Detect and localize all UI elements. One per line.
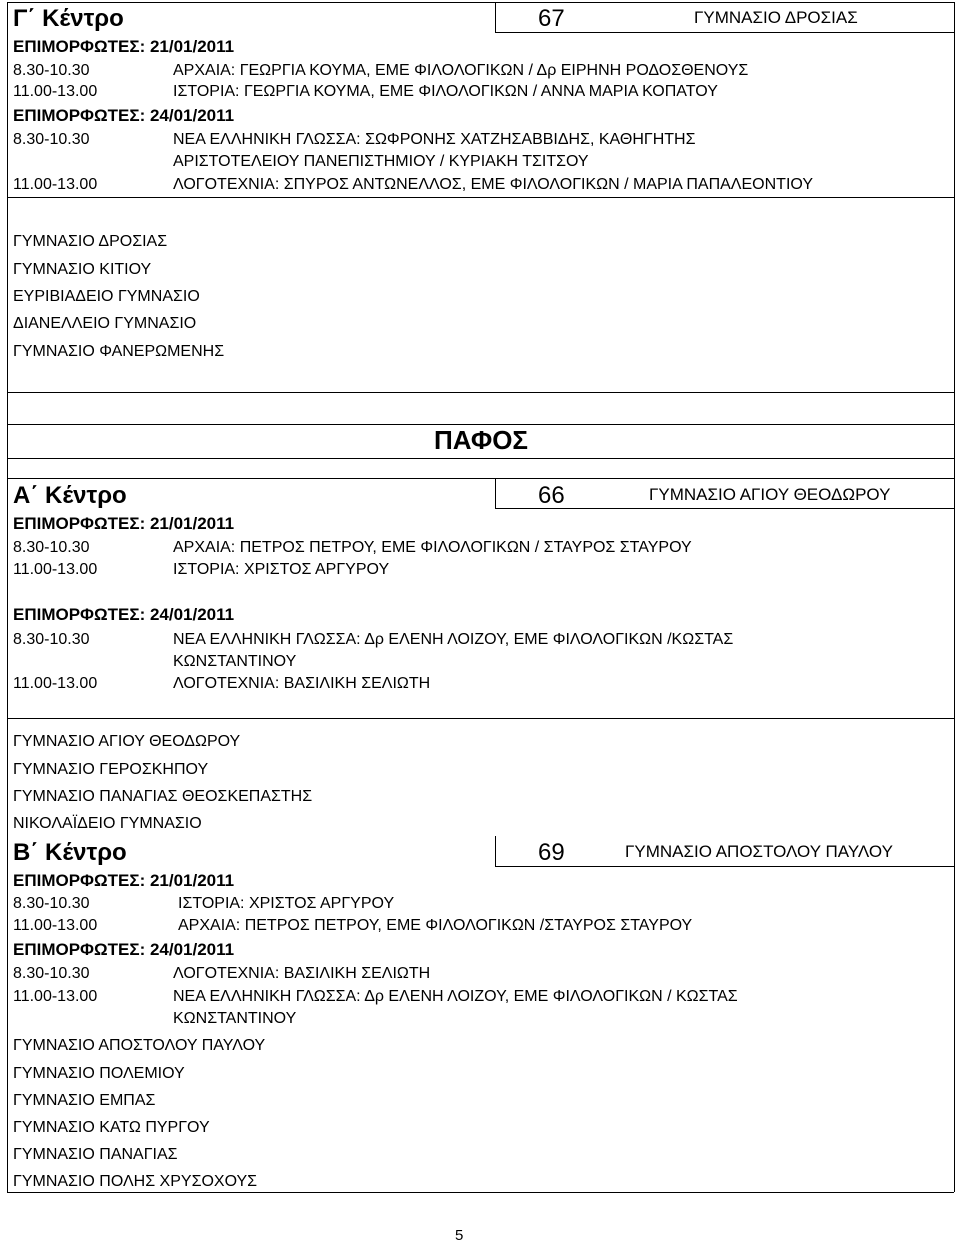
school-list-item: ΓΥΜΝΑΣΙΟ ΕΜΠΑΣ xyxy=(13,1092,156,1109)
school-list-item: ΝΙΚΟΛΑΪΔΕΙΟ ΓΥΜΝΑΣΙΟ xyxy=(13,815,202,832)
session-time: 8.30-10.30 xyxy=(13,131,90,148)
trainers-date: ΕΠΙΜΟΡΦΩΤΕΣ: 24/01/2011 xyxy=(13,940,235,959)
page-number: 5 xyxy=(455,1227,464,1244)
header-separator xyxy=(495,478,496,508)
centre-number: 67 xyxy=(538,5,565,32)
trainers-date: ΕΠΙΜΟΡΦΩΤΕΣ: 21/01/2011 xyxy=(13,871,235,890)
table-border-top xyxy=(7,2,954,3)
school-list-item: ΓΥΜΝΑΣΙΟ ΓΕΡΟΣΚΗΠΟΥ xyxy=(13,761,209,778)
session-text: ΝΕΑ ΕΛΛΗΝΙΚΗ ΓΛΩΣΣΑ: Δρ ΕΛΕΝΗ ΛΟΙΖΟΥ, ΕΜΕ ΦΙΛΟΛΟΓΙΚΩΝ / ΚΩΣΤΑΣ xyxy=(173,988,738,1005)
session-time: 11.00-13.00 xyxy=(13,561,98,578)
table-divider xyxy=(7,718,954,719)
table-divider xyxy=(7,458,954,459)
session-text: ΚΩΝΣΤΑΝΤΙΝΟΥ xyxy=(173,1010,297,1027)
school-list-item: ΓΥΜΝΑΣΙΟ ΠΑΝΑΓΙΑΣ ΘΕΟΣΚΕΠΑΣΤΗΣ xyxy=(13,788,313,805)
session-time: 8.30-10.30 xyxy=(13,895,90,912)
session-text: ΛΟΓΟΤΕΧΝΙΑ: ΣΠΥΡΟΣ ΑΝΤΩΝΕΛΛΟΣ, ΕΜΕ ΦΙΛΟΛΟΓΙΚΩΝ / ΜΑΡΙΑ ΠΑΠΑΛΕΟΝΤΙΟΥ xyxy=(173,176,813,193)
centre-school: ΓΥΜΝΑΣΙΟ ΔΡΟΣΙΑΣ xyxy=(694,8,858,27)
session-time: 8.30-10.30 xyxy=(13,539,90,556)
session-text: ΑΡΧΑΙΑ: ΠΕΤΡΟΣ ΠΕΤΡΟΥ, ΕΜΕ ΦΙΛΟΛΟΓΙΚΩΝ /ΣΤΑΥΡΟΣ ΣΤΑΥΡΟΥ xyxy=(178,917,693,934)
school-list-item: ΓΥΜΝΑΣΙΟ ΚΙΤΙΟΥ xyxy=(13,261,152,278)
session-text: ΙΣΤΟΡΙΑ: ΓΕΩΡΓΙΑ ΚΟΥΜΑ, ΕΜΕ ΦΙΛΟΛΟΓΙΚΩΝ / ΑΝΝΑ ΜΑΡΙΑ ΚΟΠΑΤΟΥ xyxy=(173,83,718,100)
session-time: 8.30-10.30 xyxy=(13,631,90,648)
session-text: ΙΣΤΟΡΙΑ: ΧΡΙΣΤΟΣ ΑΡΓΥΡΟΥ xyxy=(178,895,395,912)
session-text: ΑΡΧΑΙΑ: ΠΕΤΡΟΣ ΠΕΤΡΟΥ, ΕΜΕ ΦΙΛΟΛΟΓΙΚΩΝ / ΣΤΑΥΡΟΣ ΣΤΑΥΡΟΥ xyxy=(173,539,692,556)
session-text: ΝΕΑ ΕΛΛΗΝΙΚΗ ΓΛΩΣΣΑ: Δρ ΕΛΕΝΗ ΛΟΙΖΟΥ, ΕΜΕ ΦΙΛΟΛΟΓΙΚΩΝ /ΚΩΣΤΑΣ xyxy=(173,631,734,648)
table-divider xyxy=(495,32,954,33)
centre-title: Β΄ Κέντρο xyxy=(13,839,127,866)
region-heading: ΠΑΦΟΣ xyxy=(434,425,529,455)
school-list-item: ΓΥΜΝΑΣΙΟ ΔΡΟΣΙΑΣ xyxy=(13,233,168,250)
table-divider xyxy=(495,866,954,867)
trainers-date: ΕΠΙΜΟΡΦΩΤΕΣ: 21/01/2011 xyxy=(13,37,235,56)
centre-title: Α΄ Κέντρο xyxy=(13,482,127,509)
school-list-item: ΓΥΜΝΑΣΙΟ ΚΑΤΩ ΠΥΡΓΟΥ xyxy=(13,1119,210,1136)
centre-school: ΓΥΜΝΑΣΙΟ ΑΠΟΣΤΟΛΟΥ ΠΑΥΛΟΥ xyxy=(625,842,893,861)
centre-school: ΓΥΜΝΑΣΙΟ ΑΓΙΟΥ ΘΕΟΔΩΡΟΥ xyxy=(649,485,891,504)
session-time: 8.30-10.30 xyxy=(13,62,90,79)
session-time: 11.00-13.00 xyxy=(13,917,98,934)
table-divider xyxy=(7,197,954,198)
school-list-item: ΔΙΑΝΕΛΛΕΙΟ ΓΥΜΝΑΣΙΟ xyxy=(13,315,197,332)
trainers-date: ΕΠΙΜΟΡΦΩΤΕΣ: 21/01/2011 xyxy=(13,514,235,533)
header-separator xyxy=(495,2,496,32)
table-border-bottom xyxy=(7,1192,954,1193)
school-list-item: ΓΥΜΝΑΣΙΟ ΦΑΝΕΡΩΜΕΝΗΣ xyxy=(13,343,225,360)
session-time: 8.30-10.30 xyxy=(13,965,90,982)
session-time: 11.00-13.00 xyxy=(13,988,98,1005)
table-divider xyxy=(7,478,954,479)
session-time: 11.00-13.00 xyxy=(13,83,98,100)
trainers-date: ΕΠΙΜΟΡΦΩΤΕΣ: 24/01/2011 xyxy=(13,106,235,125)
centre-title: Γ΄ Κέντρο xyxy=(13,5,124,32)
session-text: ΚΩΝΣΤΑΝΤΙΝΟΥ xyxy=(173,653,297,670)
school-list-item: ΓΥΜΝΑΣΙΟ ΑΓΙΟΥ ΘΕΟΔΩΡΟΥ xyxy=(13,733,241,750)
header-separator xyxy=(495,836,496,866)
trainers-date: ΕΠΙΜΟΡΦΩΤΕΣ: 24/01/2011 xyxy=(13,605,235,624)
session-text: ΑΡΙΣΤΟΤΕΛΕΙΟΥ ΠΑΝΕΠΙΣΤΗΜΙΟΥ / ΚΥΡΙΑΚΗ ΤΣΙΤΣΟΥ xyxy=(173,153,589,170)
session-time: 11.00-13.00 xyxy=(13,176,98,193)
session-text: ΙΣΤΟΡΙΑ: ΧΡΙΣΤΟΣ ΑΡΓΥΡΟΥ xyxy=(173,561,390,578)
session-text: ΑΡΧΑΙΑ: ΓΕΩΡΓΙΑ ΚΟΥΜΑ, ΕΜΕ ΦΙΛΟΛΟΓΙΚΩΝ / Δρ ΕΙΡΗΝΗ ΡΟΔΟΣΘΕΝΟΥΣ xyxy=(173,62,749,79)
session-text: ΛΟΓΟΤΕΧΝΙΑ: ΒΑΣΙΛΙΚΗ ΣΕΛΙΩΤΗ xyxy=(173,675,431,692)
school-list-item: ΓΥΜΝΑΣΙΟ ΠΟΛΕΜΙΟΥ xyxy=(13,1065,185,1082)
centre-number: 66 xyxy=(538,482,565,509)
session-text: ΝΕΑ ΕΛΛΗΝΙΚΗ ΓΛΩΣΣΑ: ΣΩΦΡΟΝΗΣ ΧΑΤΖΗΣΑΒΒΙΔΗΣ, ΚΑΘΗΓΗΤΗΣ xyxy=(173,131,696,148)
centre-number: 69 xyxy=(538,839,565,866)
school-list-item: ΓΥΜΝΑΣΙΟ ΠΑΝΑΓΙΑΣ xyxy=(13,1146,178,1163)
school-list-item: ΓΥΜΝΑΣΙΟ ΑΠΟΣΤΟΛΟΥ ΠΑΥΛΟΥ xyxy=(13,1037,266,1054)
session-time: 11.00-13.00 xyxy=(13,675,98,692)
session-text: ΛΟΓΟΤΕΧΝΙΑ: ΒΑΣΙΛΙΚΗ ΣΕΛΙΩΤΗ xyxy=(173,965,431,982)
school-list-item: ΕΥΡΙΒΙΑΔΕΙΟ ΓΥΜΝΑΣΙΟ xyxy=(13,288,200,305)
school-list-item: ΓΥΜΝΑΣΙΟ ΠΟΛΗΣ ΧΡΥΣΟΧΟΥΣ xyxy=(13,1173,258,1190)
table-divider xyxy=(7,392,954,393)
